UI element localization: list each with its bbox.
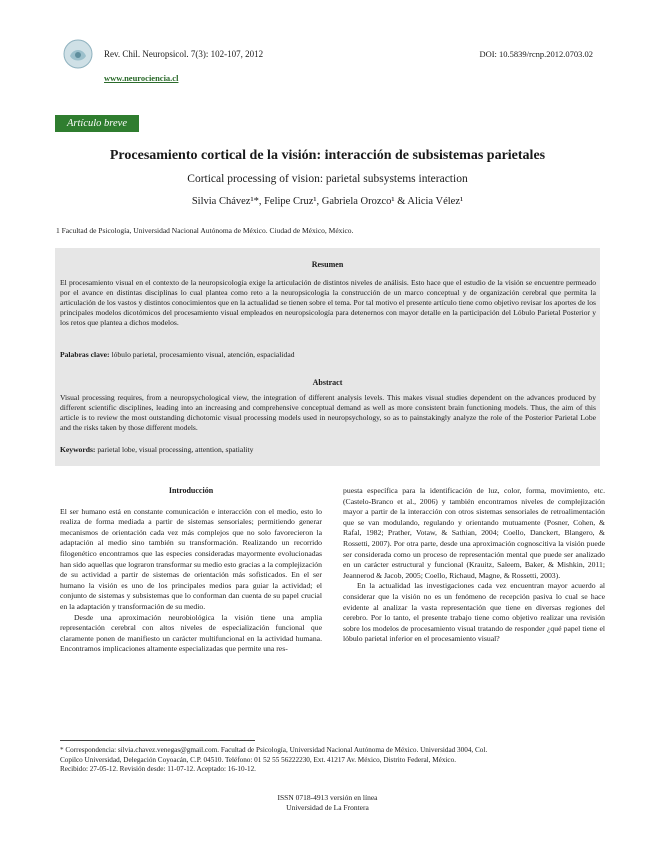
article-title: Procesamiento cortical de la visión: interacción de subsistemas parietales: [109, 148, 546, 163]
introduction-heading: Introducción: [168, 486, 214, 495]
resumen-text: El procesamiento visual en el contexto de la neuropsicología exige la articulación de distintos niveles de análisis. Esto hace que el estudio de la visión se encuentre permeado por el avance en distintas disciplinas lo cual plantea como reto a la neuropsicología la construcción de un marco conceptual y de organización cerebral que permita la articulación de los vastos y distintos conocimientos que en la actualidad se tienen sobre el tema. Por tal motivo el presente artículo tiene como objetivo revisar los aportes de los principales modelos dicotómicos del procesamiento visual empleados en neuropsicología para detenernos con mayor detalle en la participación del Lóbulo Parietal Posterior y los retos que plantea a dichos modelos.: [60, 278, 596, 327]
resumen-keywords-label: Palabras clave:: [60, 350, 110, 359]
journal-citation: Rev. Chil. Neuropsicol. 7(3): 102-107, 2012: [104, 49, 264, 59]
article-subtitle: Cortical processing of vision: parietal subsystems interaction: [187, 173, 468, 185]
footnote-divider: [60, 740, 255, 741]
body-paragraph: Desde una aproximación neurobiológica la visión tiene una amplia representación cerebral con altos niveles de especialización funcional que claramente ponen de manifiesto un carácter multifuncional en la actividad humana. Encontramos implicaciones altamente especializadas que permite una res-: [60, 612, 322, 654]
footnote-correspondence: * Correspondencia: silvia.chavez.venegas@gmail.com. Facultad de Psicología, Universidad Nacional Autónoma de México. Universidad 3004, Col.: [60, 746, 488, 754]
university-name: Universidad de La Frontera: [286, 803, 369, 812]
journal-url-link[interactable]: www.neurociencia.cl: [104, 73, 179, 83]
footnote-address: Copilco Universidad, Delegación Coyoacán, C.P. 04510. Teléfono: 01 52 55 56222230, Ext. 41217 Av. México, Distrito Federal, México.: [60, 755, 457, 764]
affiliation: 1 Facultad de Psicología, Universidad Nacional Autónoma de México. Ciudad de México, México.: [56, 226, 354, 235]
body-paragraph: puesta específica para la identificación de luz, color, forma, movimiento, etc. (Castelo-Branco et al., 2006) y también encontramos niveles de complejización mayor a partir de la interacción con otros sistemas sensoriales de retroalimentación que se van modulando, regulando y orientando mutuamente (Posner, Cohen, & Rafal, 1982; Prather, Votaw, & Sathian, 2004; Coello, Danckert, Blangero, & Rossetti, 2007). Por otra parte, desde una aproximación cognoscitiva la visión puede ser considerada como un proceso de representación mental que puede ser analizado en un carácter estructural y funcional (Krauitz, Saleem, Baker, & Mishkin, 2011; Jeannerod & Jacob, 2005; Coello, Richaud, Magne, & Rossetti, 2003).: [343, 486, 605, 580]
journal-logo-icon: [62, 38, 94, 70]
article-type-badge: Artículo breve: [55, 115, 139, 132]
abstract-text: Visual processing requires, from a neuropsychological view, the integration of different analysis levels. This makes visual studies dependent on the advances produced by different scientific disciplines, leading into an increasing and comprehensive conceptual demand as well as more consistent brain functioning models. Thus, the aim of this article is to review the most outstanding dichotomic visual processing models used in neuropsychology, so as to painstakingly analyze the role of the Posterior Parietal Lobe and the risks taken by those different models.: [60, 393, 596, 432]
body-paragraph: En la actualidad las investigaciones cada vez encuentran mayor acuerdo al considerar que la visión no es un fenómeno de recepción pasiva lo cual se hace evidente al analizar la vasta representación que tiene en diversas regiones del cerebro. Por lo tanto, el presente trabajo tiene como objetivo realizar una revisión sobre los modelos de procesamiento visual tratando de responder ¿qué papel tiene el lóbulo parietal inferior en el procesamiento visual?: [343, 581, 605, 644]
resumen-keywords: [60, 350, 596, 359]
publisher-info: [0, 793, 655, 813]
abstract-keywords: [60, 445, 596, 454]
body-column-right: [343, 486, 605, 645]
body-column-left: [60, 486, 322, 655]
resumen-keywords-values: lóbulo parietal, procesamiento visual, atención, espacialidad: [109, 350, 295, 359]
doi-text: DOI: 10.5839/rcnp.2012.0703.02: [479, 49, 593, 59]
abstract-keywords-values: parietal lobe, visual processing, attention, spatiality: [95, 445, 254, 454]
footnote: [60, 746, 600, 775]
resumen-heading: Resumen: [311, 260, 344, 269]
body-paragraph: El ser humano está en constante comunicación e interacción con el medio, esto lo realiza de forma mediada a partir de sistemas sensoriales; permitiendo generar mecanismos de orientación cada vez más complejos que no solo favorecieron la adaptación al medio sino también su transformación. Realizando un recorrido filogenético encontramos que las especies consideradas mayormente evolucionadas han sido aquellas que lograron transformar su medio esto gracias a la complejización de su actividad a partir de sistemas de orientación más sofisticados. En el ser humano la visión es uno de los principales medios para guiar la actividad; el conjunto de sistemas y subsistemas que lo conforman dan cuenta de su papel crucial en la adaptación y transformación de su medio.: [60, 506, 322, 611]
abstract-keywords-label: Keywords:: [60, 445, 96, 454]
author-list: Silvia Chávez¹*, Felipe Cruz¹, Gabriela Orozco¹ & Alicia Vélez¹: [191, 196, 464, 207]
footnote-dates: Recibido: 27-05-12. Revisión desde: 11-07-12. Aceptado: 16-10-12.: [60, 765, 256, 774]
issn-text: ISSN 0718-4913 versión en línea: [277, 793, 378, 802]
abstract-heading: Abstract: [312, 378, 343, 387]
